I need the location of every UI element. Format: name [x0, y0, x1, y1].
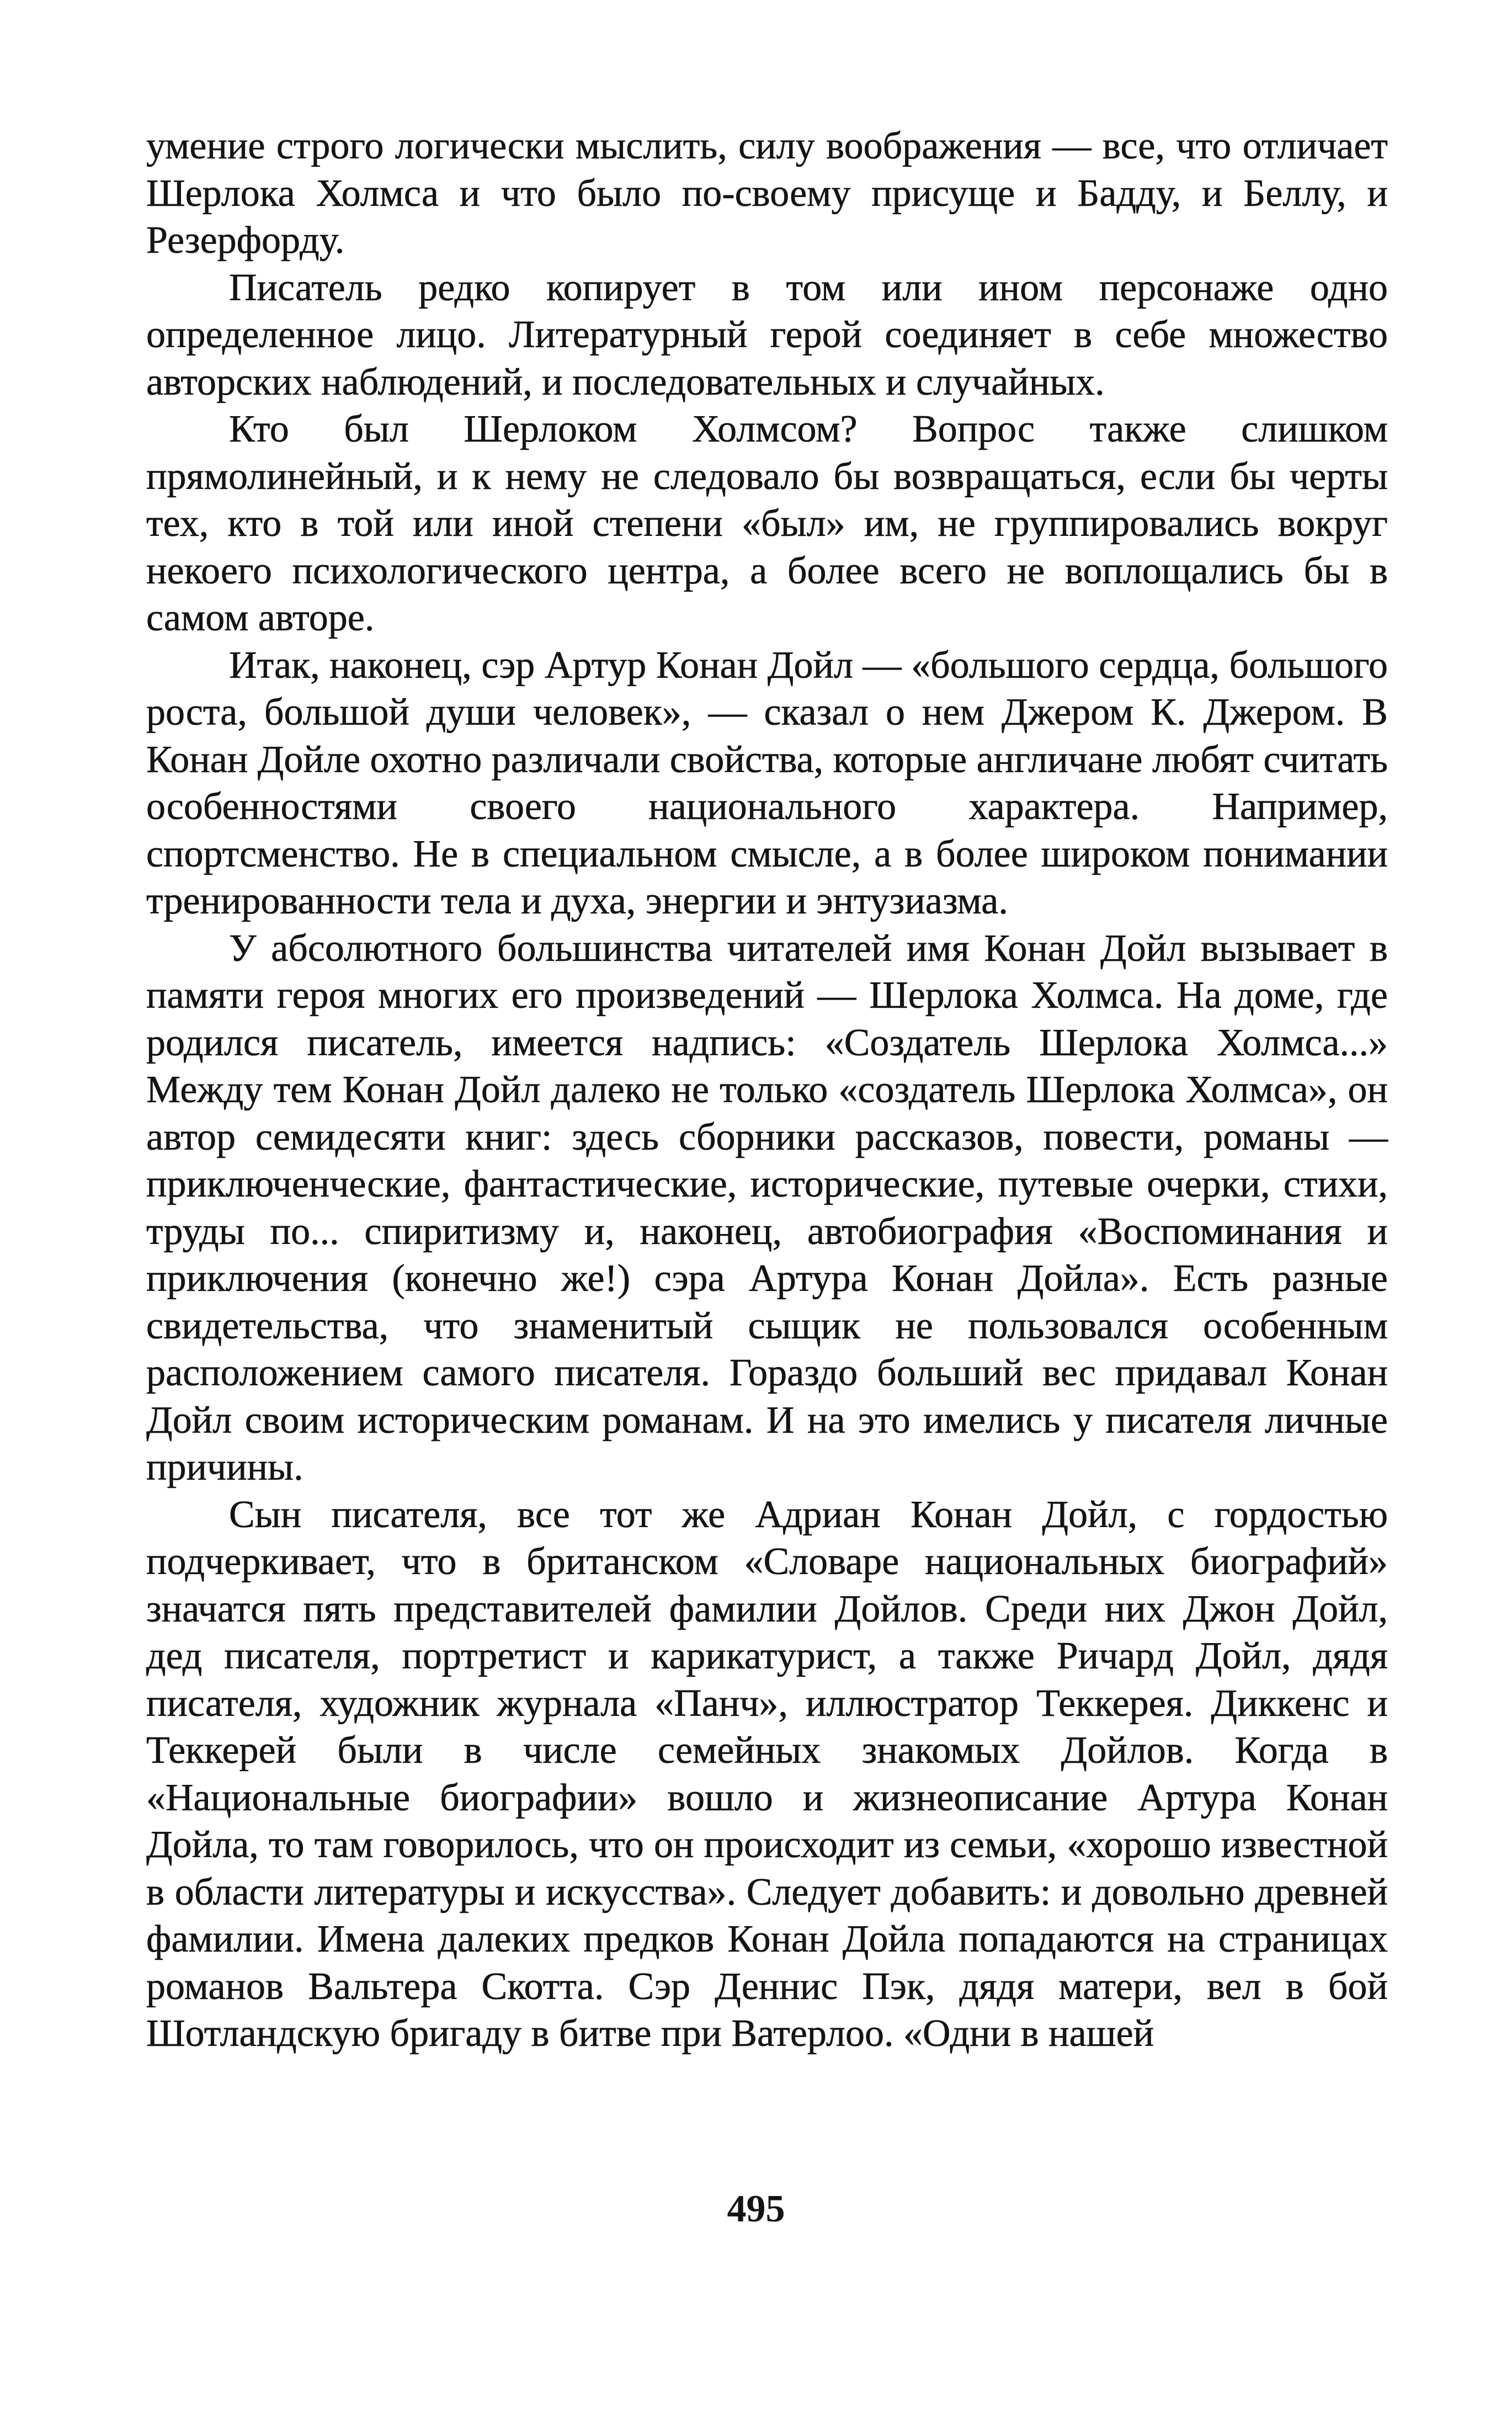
paragraph-4: Итак, наконец, сэр Артур Конан Дойл — «большого сердца, большого роста, большой души человек», — сказал о нем Джером К. Джером. В Конан Дойле охотно различали свойства, которые англичане любят считать особенностями своего национального характера. Например, спортсменство. Не в специальном смысле, а в более широком понимании тренированности тела и духа, энергии и энтузиазма. — [146, 644, 1388, 922]
page-number: 495 — [727, 2188, 785, 2230]
paragraph-3: Кто был Шерлоком Холмсом? Вопрос также слишком прямолинейный, и к нему не следовало бы возвращаться, если бы черты тех, кто в той или иной степени «был» им, не группировались вокруг некоего психологического центра, а более всего не воплощались бы в самом авторе. — [146, 408, 1388, 639]
body-text — [146, 123, 1388, 2057]
paragraph-2: Писатель редко копирует в том или ином персонаже одно определенное лицо. Литературный герой соединяет в себе множество авторских наблюдений, и последовательных и случайных. — [146, 266, 1388, 403]
paragraph-5: У абсолютного большинства читателей имя Конан Дойл вызывает в памяти героя многих его произведений — Шерлока Холмса. На доме, где родился писатель, имеется надпись: «Создатель Шерлока Холмса...» Между тем Конан Дойл далеко не только «создатель Шерлока Холмса», он автор семидесяти книг: здесь сборники рассказов, повести, романы — приключенческие, фантастические, исторические, путевые очерки, стихи, труды по... спиритизму и, наконец, автобиография «Воспоминания и приключения (конечно же!) сэра Артура Конан Дойла». Есть разные свидетельства, что знаменитый сыщик не пользовался особенным расположением самого писателя. Гораздо больший вес придавал Конан Дойл своим историческим романам. И на это имелись у писателя личные причины. — [146, 927, 1388, 1488]
paragraph-1: умение строго логически мыслить, силу воображения — все, что отличает Шерлока Холмса и что было по-своему присуще и Бадду, и Беллу, и Резерфорду. — [146, 125, 1388, 262]
paragraph-6: Сын писателя, все тот же Адриан Конан Дойл, с гордостью подчеркивает, что в британском «Словаре национальных биографий» значатся пять представителей фамилии Дойлов. Среди них Джон Дойл, дед писателя, портретист и карикатурист, а также Ричард Дойл, дядя писателя, художник журнала «Панч», иллюстратор Теккерея. Диккенс и Теккерей были в числе семейных знакомых Дойлов. Когда в «Национальные биографии» вошло и жизнеописание Артура Конан Дойла, то там говорилось, что он происходит из семьи, «хорошо известной в области литературы и искусства». Следует добавить: и довольно древней фамилии. Имена далеких предков Конан Дойла попадаются на страницах романов Вальтера Скотта. Сэр Деннис Пэк, дядя матери, вел в бой Шотландскую бригаду в битве при Ватерлоо. «Одни в нашей — [146, 1493, 1388, 2055]
